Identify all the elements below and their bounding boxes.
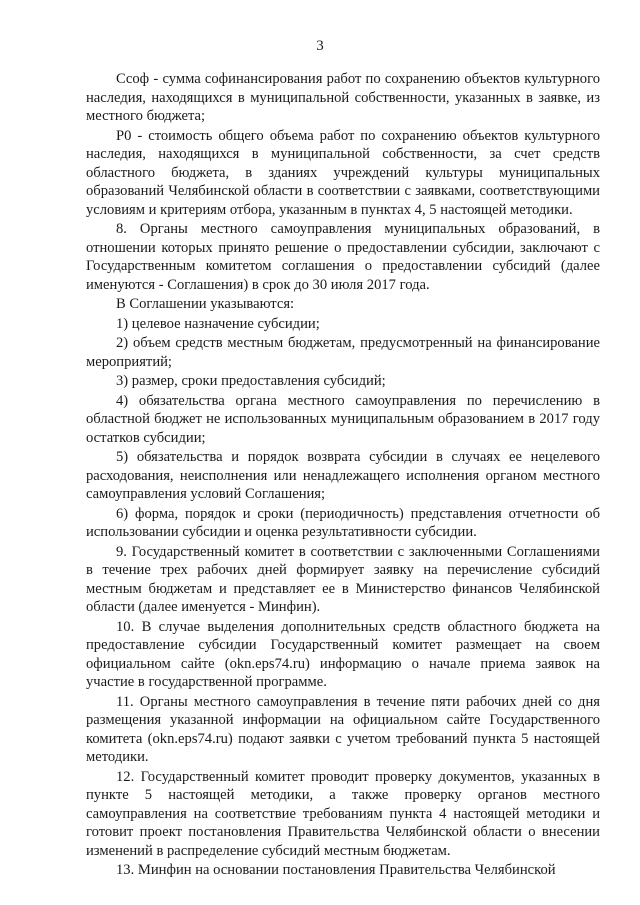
paragraph-ssof-definition: Ссоф - сумма софинансирования работ по сохранению объектов культурного наследия, находящихся в муниципальной собственности, указанных в заявке, из местного бюджета; [86, 71, 600, 124]
list-item-3: 3) размер, сроки предоставления субсидий; [116, 373, 386, 389]
paragraph-item-13: 13. Минфин на основании постановления Правительства Челябинской [116, 862, 556, 878]
list-item-2: 2) объем средств местным бюджетам, предусмотренный на финансирование мероприятий; [86, 335, 600, 370]
paragraph-item-10: 10. В случае выделения дополнительных средств областного бюджета на предоставление субсидии Государственный комитет размещает на своем официальном сайте (okn.eps74.ru) информацию о начале приема заявок на участие в государственной программе. [86, 618, 600, 690]
paragraph-item-9: 9. Государственный комитет в соответствии с заключенными Соглашениями в течение трех рабочих дней формирует заявку на перечисление субсидий местным бюджетам и представляет ее в Министерство финансов Челябинской области (далее именуется - Минфин). [86, 543, 600, 615]
paragraph-agreement-intro: В Соглашении указываются: [116, 296, 295, 312]
list-item-5: 5) обязательства и порядок возврата субсидии в случаях ее нецелевого расходования, неисполнения или ненадлежащего исполнения органом местного самоуправления условий Соглашения; [86, 449, 600, 502]
list-item-6: 6) форма, порядок и сроки (периодичность) представления отчетности об использовании субсидии и оценка результативности субсидии. [86, 505, 600, 540]
list-item-4: 4) обязательства органа местного самоуправления по перечислению в областной бюджет не использованных муниципальным образованием в 2017 году остатков субсидии; [86, 392, 600, 446]
paragraph-item-12: 12. Государственный комитет проводит проверку документов, указанных в пункте 5 настоящей методики, а также проверку органов местного самоуправления на соответствие требованиям пункта 4 настоящей методики и готовит проект постановления Правительства Челябинской области о внесении изменений в распределение субсидий местным бюджетам. [86, 768, 600, 859]
list-item-1: 1) целевое назначение субсидии; [116, 315, 320, 332]
paragraph-r0-definition: Р0 - стоимость общего объема работ по сохранению объектов культурного наследия, находящихся в муниципальной собственности, за счет средств областного бюджета, в зданиях учреждений культуры муниципальных образований Челябинской области в соответствии с заявками, соответствующими условиям и критериям отбора, указанным в пунктах 4, 5 настоящей методики. [86, 127, 600, 218]
document-body [86, 70, 600, 881]
paragraph-item-11: 11. Органы местного самоуправления в течение пяти рабочих дней со дня размещения указанной информации на официальном сайте Государственного комитета (okn.eps74.ru) подают заявки с учетом требований пункта 5 настоящей методики. [86, 693, 600, 765]
paragraph-item-8: 8. Органы местного самоуправления муниципальных образований, в отношении которых принято решение о предоставлении субсидии, заключают с Государственным комитетом соглашения о предоставлении субсидий (далее именуются - Соглашения) в срок до 30 июля 2017 года. [86, 221, 600, 293]
page-number: 3 [316, 38, 324, 54]
